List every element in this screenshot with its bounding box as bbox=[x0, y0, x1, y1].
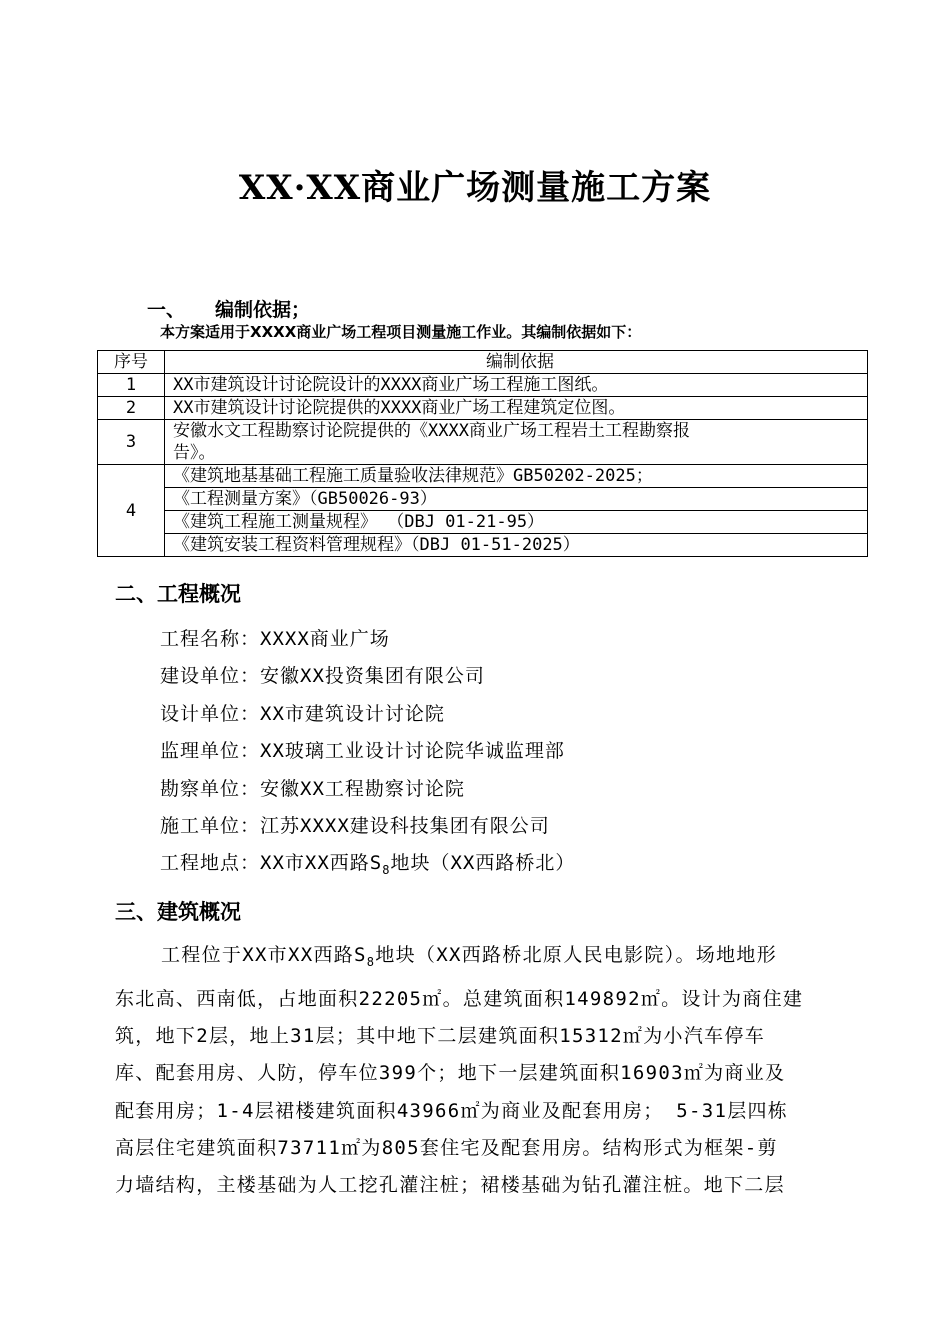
table-cell-basis: 《建筑安装工程资料管理规程》（DBJ 01-51-2025） bbox=[165, 534, 868, 557]
section1-number: 一、 bbox=[147, 299, 186, 321]
section2-heading: 二、工程概况 bbox=[115, 582, 241, 606]
table-cell-seq: 2 bbox=[98, 397, 165, 420]
table-cell-basis: 《建筑工程施工测量规程》 （DBJ 01-21-95） bbox=[165, 511, 868, 534]
project-name: 工程名称：XXXX商业广场 bbox=[160, 628, 390, 650]
table-cell-basis: XX市建筑设计讨论院提供的XXXX商业广场工程建筑定位图。 bbox=[165, 397, 868, 420]
location-prefix: 工程地点：XX市XX西路S bbox=[160, 852, 383, 874]
location-suffix: 地块（XX西路桥北） bbox=[390, 852, 576, 874]
paragraph-line: 库、配套用房、人防，停车位399个；地下一层建筑面积16903㎡为商业及 bbox=[115, 1062, 786, 1085]
table-header-seq: 序号 bbox=[98, 351, 165, 374]
project-location bbox=[160, 848, 575, 877]
basis-table bbox=[97, 350, 868, 557]
contractor-unit: 施工单位：江苏XXXX建设科技集团有限公司 bbox=[160, 815, 550, 837]
table-row bbox=[98, 511, 868, 534]
paragraph-text: 工程位于XX市XX西路S bbox=[161, 944, 367, 966]
supervision-unit: 监理单位：XX玻璃工业设计讨论院华诚监理部 bbox=[160, 740, 565, 762]
paragraph-line: 配套用房；1-4层裙楼建筑面积43966㎡为商业及配套用房； 5-31层四栋 bbox=[115, 1099, 789, 1122]
table-cell-seq: 4 bbox=[98, 465, 165, 557]
table-header-basis: 编制依据 bbox=[165, 351, 868, 374]
paragraph-line: 力墙结构，主楼基础为人工挖孔灌注桩；裙楼基础为钻孔灌注桩。地下二层 bbox=[115, 1174, 785, 1197]
paragraph-line: 筑，地下2层，地上31层；其中地下二层建筑面积15312㎡为小汽车停车 bbox=[115, 1025, 766, 1048]
table-cell-basis bbox=[165, 420, 868, 465]
paragraph-line: 东北高、西南低，占地面积22205㎡。总建筑面积149892㎡。设计为商住建 bbox=[115, 988, 804, 1010]
table-cell-basis: 《建筑地基基础工程施工质量验收法律规范》GB50202-2025； bbox=[165, 465, 868, 488]
table-cell-basis: XX市建筑设计讨论院设计的XXXX商业广场工程施工图纸。 bbox=[165, 374, 868, 397]
table-cell-line: 安徽水文工程勘察讨论院提供的《XXXX商业广场工程岩土工程勘察报 bbox=[173, 421, 690, 441]
table-row bbox=[98, 534, 868, 557]
section1-intro: 本方案适用于XXXX商业广场工程项目测量施工作业。其编制依据如下： bbox=[160, 323, 642, 341]
building-overview-paragraph bbox=[115, 937, 860, 1204]
table-header-row bbox=[98, 351, 868, 374]
section3-heading: 三、建筑概况 bbox=[115, 900, 241, 924]
table-row bbox=[98, 420, 868, 465]
table-cell-seq: 3 bbox=[98, 420, 165, 465]
table-row bbox=[98, 374, 868, 397]
paragraph-line bbox=[115, 937, 860, 981]
table-cell-basis: 《工程测量方案》（GB50026-93） bbox=[165, 488, 868, 511]
paragraph-line: 高层住宅建筑面积73711㎡为805套住宅及配套用房。结构形式为框架-剪 bbox=[115, 1136, 778, 1159]
document-title: XX·XX商业广场测量施工方案 bbox=[238, 168, 712, 208]
paragraph-subscript: 8 bbox=[366, 954, 376, 969]
table-row bbox=[98, 488, 868, 511]
table-cell-line: 告》。 bbox=[173, 443, 216, 463]
paragraph-text: 地块（XX西路桥北原人民电影院）。场地地形 bbox=[375, 944, 778, 966]
section1-title: 编制依据； bbox=[215, 299, 311, 321]
table-cell-seq: 1 bbox=[98, 374, 165, 397]
section1-heading bbox=[147, 295, 310, 322]
table-row bbox=[98, 397, 868, 420]
table-row bbox=[98, 465, 868, 488]
survey-unit: 勘察单位：安徽XX工程勘察讨论院 bbox=[160, 778, 465, 800]
design-unit: 设计单位：XX市建筑设计讨论院 bbox=[160, 703, 445, 725]
location-subscript: 8 bbox=[382, 862, 391, 877]
construction-unit: 建设单位：安徽XX投资集团有限公司 bbox=[160, 665, 485, 687]
